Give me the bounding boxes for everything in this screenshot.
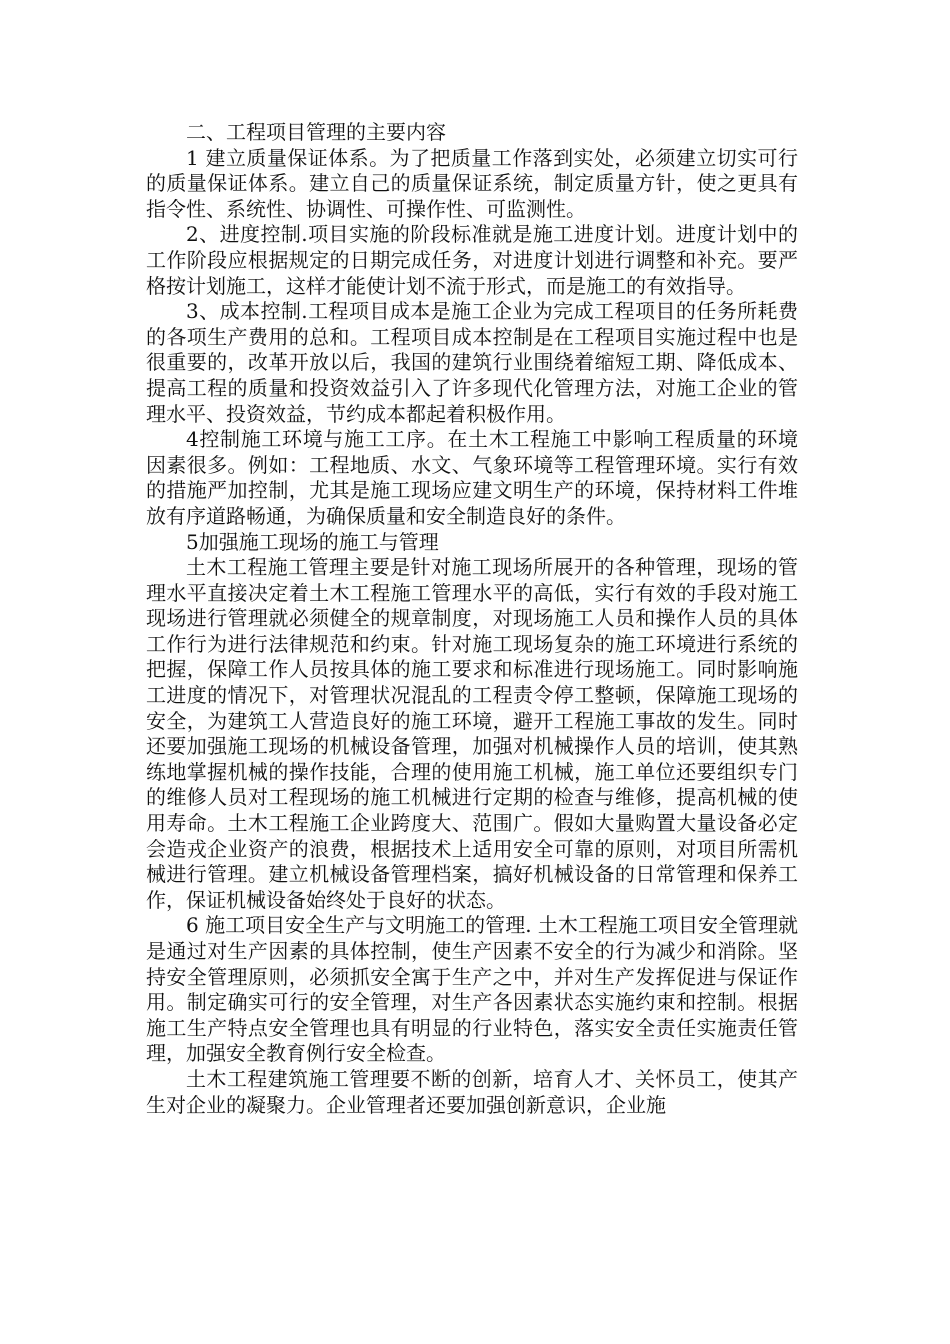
subheading-site-management: 5加强施工现场的施工与管理 bbox=[186, 529, 439, 554]
paragraph-site-management: 土木工程施工管理主要是针对施工现场所展开的各种管理，现场的管理水平直接决定着土木工程施工管理水平的高低，实行有效的手段对施工现场进行管理就必须健全的规章制度，对现场施工人员和操作人员的具体工作行为进行法律规范和约束。针对施工现场复杂的施工环境进行系统的把握，保障工作人员按具体的施工要求和标准进行现场施工。同时影响施工进度的情况下，对管理状况混乱的工程责令停工整顿，保障施工现场的安全，为建筑工人营造良好的施工环境，避开工程施工事故的发生。同时还要加强施工现场的机械设备管理，加强对机械操作人员的培训，使其熟练地掌握机械的操作技能，合理的使用施工机械，施工单位还要组织专门的维修人员对工程现场的施工机械进行定期的检查与维修，提高机械的使用寿命。土木工程施工企业跨度大、范围广。假如大量购置大量设备必定会造戎企业资产的浪费，根据技术上适用安全可靠的原则，对项目所需机械进行管理。建立机械设备管理档案，搞好机械设备的日常管理和保养工作，保证机械设备始终处于良好的状态。 bbox=[146, 555, 798, 912]
paragraph-quality-system: 1 建立质量保证体系。为了把质量工作落到实处，必须建立切实可行的质量保证体系。建立自己的质量保证系统，制定质量方针，使之更具有指令性、系统性、协调性、可操作性、可监测性。 bbox=[146, 145, 798, 221]
paragraph-innovation: 土木工程建筑施工管理要不断的创新，培育人才、关怀员工，使其产生对企业的凝聚力。企业管理者还要加强创新意识，企业施 bbox=[146, 1066, 798, 1117]
paragraph-environment-control: 4控制施工环境与施工工序。在土木工程施工中影响工程质量的环境因素很多。例如：工程地质、水文、气象环境等工程管理环境。实行有效的措施严加控制，尤其是施工现场应建文明生产的环境，保持材料工件堆放有序道路畅通，为确保质量和安全制造良好的条件。 bbox=[146, 427, 798, 528]
paragraph-safety-management: 6 施工项目安全生产与文明施工的管理. 土木工程施工项目安全管理就是通过对生产因素的具体控制，使生产因素不安全的行为减少和消除。坚持安全管理原则，必须抓安全寓于生产之中，并对生产发挥促进与保证作用。制定确实可行的安全管理，对生产各因素状态实施约束和控制。根据施工生产特点安全管理也具有明显的行业特色，落实安全责任实施责任管理，加强安全教育例行安全检查。 bbox=[146, 913, 798, 1066]
section-heading: 二、工程项目管理的主要内容 bbox=[186, 120, 446, 144]
document-page bbox=[146, 120, 798, 1118]
paragraph-schedule-control: 2、进度控制.项目实施的阶段标准就是施工进度计划。进度计划中的工作阶段应根据规定的日期完成任务，对进度计划进行调整和补充。要严格按计划施工，这样才能使计划不流于形式，而是施工的有效指导。 bbox=[146, 222, 798, 298]
paragraph-cost-control: 3、成本控制.工程项目成本是施工企业为完成工程项目的任务所耗费的各项生产费用的总和。工程项目成本控制是在工程项目实施过程中也是很重要的，改革开放以后，我国的建筑行业围绕着缩短工期、降低成本、提高工程的质量和投资效益引入了许多现代化管理方法，对施工企业的管理水平、投资效益，节约成本都起着积极作用。 bbox=[146, 299, 798, 426]
